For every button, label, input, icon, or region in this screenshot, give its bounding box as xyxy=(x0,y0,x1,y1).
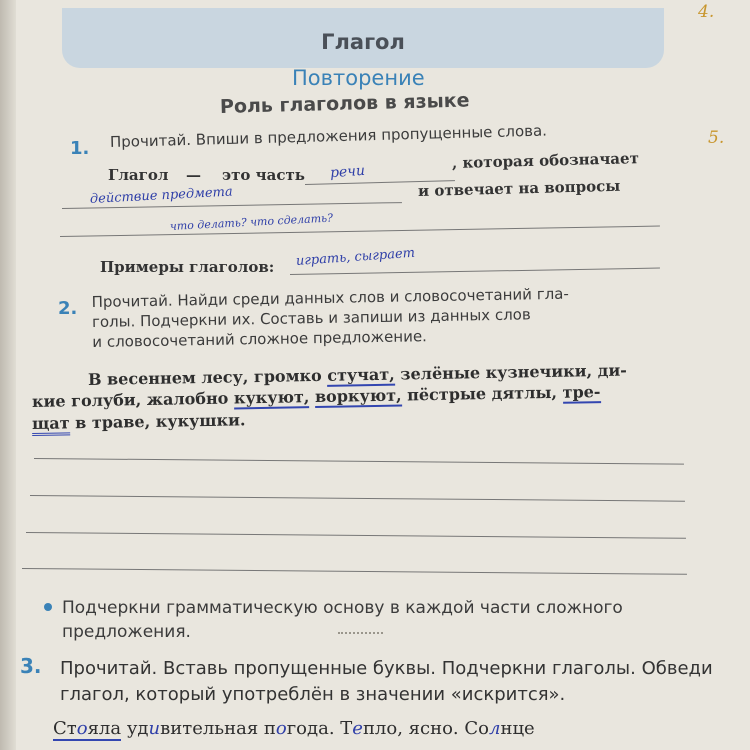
passage-text: кие голуби, жалобно xyxy=(31,388,235,411)
task2-number: 2. xyxy=(58,298,78,319)
word-part: нце xyxy=(500,718,535,739)
task2-instruction-line: голы. Подчеркни их. Составь и запиши из данных слов xyxy=(91,305,531,331)
word-part: года. xyxy=(286,718,335,739)
task1-number: 1. xyxy=(70,138,90,159)
task3-instruction: Прочитай. Вставь пропущенные буквы. Подчеркни глаголы. Обведи глагол, который употреблён в значении «искрится». xyxy=(60,658,713,705)
verb-part: яла xyxy=(87,718,122,739)
task2-instruction-line: и словосочетаний сложное предложение. xyxy=(92,327,428,351)
word-part: Т xyxy=(334,718,353,739)
dotted-mark xyxy=(338,632,383,634)
page-title: Глагол xyxy=(321,30,405,54)
task3-sentence xyxy=(53,718,535,739)
passage-text: В весеннем лесу, громко xyxy=(87,365,328,389)
writing-line xyxy=(26,532,686,539)
handwritten-examples: играть, сыграет xyxy=(295,245,416,269)
task2-instruction xyxy=(91,282,672,352)
section-title: Роль глаголов в языке xyxy=(219,89,470,118)
passage-line-3 xyxy=(32,410,246,433)
task1-line1-glagol: Глагол xyxy=(108,166,169,184)
writing-line xyxy=(22,568,687,575)
answer-line xyxy=(60,226,660,237)
underlined-verb: воркуют, xyxy=(314,385,402,407)
inserted-letter: е xyxy=(352,718,363,739)
bullet-instruction: Подчеркни грамматическую основу в каждой части сложного предложения. xyxy=(62,598,623,642)
inserted-letter: л xyxy=(489,718,501,739)
handwritten-answer-deistvie: действие предмета xyxy=(89,184,234,207)
word-part: п xyxy=(258,718,276,739)
task3-number: 3. xyxy=(20,654,42,678)
passage-text: в траве, кукушки. xyxy=(69,410,246,433)
handwritten-answer-rechi: речи xyxy=(329,162,366,182)
word-part: вительная xyxy=(160,718,259,739)
task1-line1-end: , которая обозначает xyxy=(451,149,640,172)
double-underlined-verb: щат xyxy=(32,413,70,436)
underlined-verb: стучат, xyxy=(327,364,395,385)
inserted-letter: о xyxy=(275,718,287,739)
subtitle: Повторение xyxy=(292,66,425,90)
task2-instruction-line: Прочитай. Найди среди данных слов и словосочетаний гла- xyxy=(91,284,569,312)
word-part: пло, xyxy=(362,718,403,739)
inserted-letter: и xyxy=(148,718,161,739)
handwritten-margin-number: 5. xyxy=(708,128,725,148)
word-part: Со xyxy=(458,718,489,739)
underlined-verb: кукуют, xyxy=(233,387,310,408)
page-binding-shadow xyxy=(0,0,16,750)
word: ясно. xyxy=(402,718,459,739)
handwritten-corner-number: 4. xyxy=(698,2,715,22)
task1-line1-dash: — xyxy=(186,166,201,184)
word-part: уд xyxy=(121,718,149,739)
underlined-verb: тре- xyxy=(562,382,601,402)
header-band xyxy=(62,8,664,68)
bullet-dot xyxy=(44,603,52,611)
verb-part: Ст xyxy=(53,718,77,739)
passage-text: пёстрые дятлы, xyxy=(401,382,563,405)
handwritten-answer-questions: что делать? что сделать? xyxy=(169,211,334,233)
inserted-letter: о xyxy=(76,718,88,739)
writing-line xyxy=(30,495,685,502)
writing-line xyxy=(34,458,684,465)
answer-line xyxy=(290,268,660,275)
passage-text: зелёные кузнечики, ди- xyxy=(394,360,628,384)
task1-instruction: Прочитай. Впиши в предложения пропущенные слова. xyxy=(109,121,548,151)
task1-line1-part: это часть xyxy=(222,166,305,184)
task1-examples-label: Примеры глаголов: xyxy=(100,258,275,276)
task1-line2-text: и отвечает на вопросы xyxy=(417,176,621,200)
